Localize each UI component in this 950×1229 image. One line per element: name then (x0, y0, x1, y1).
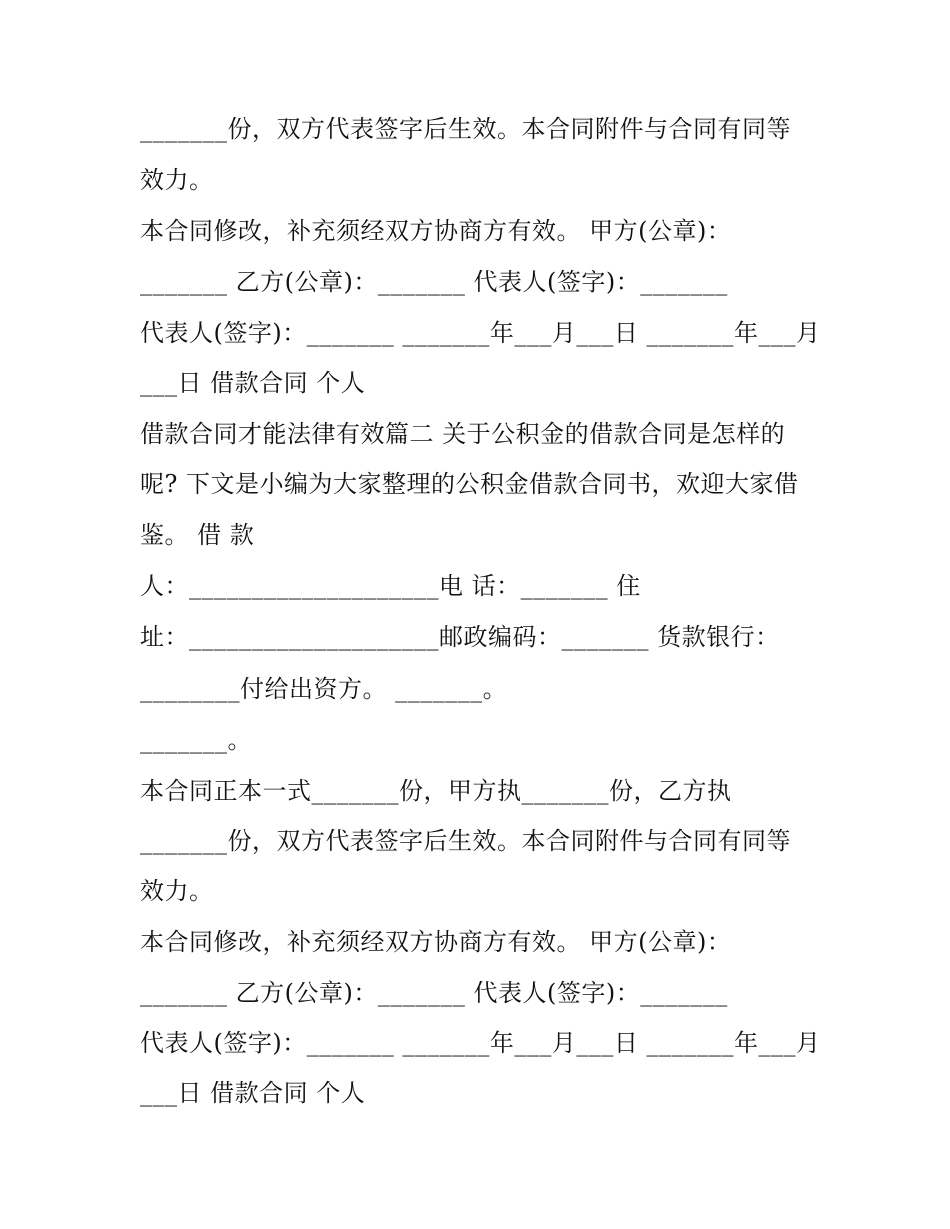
text-line: 鉴。 借 款 (140, 521, 255, 549)
text-line: 址：____________________邮政编码：_______ 货款银行： (140, 623, 780, 651)
text-line: _______。 (140, 726, 252, 754)
text-line: _______份，双方代表签字后生效。本合同附件与合同有同等 (140, 115, 791, 143)
text-line: 效力。 (140, 166, 214, 194)
text-line: 本合同修改，补充须经双方协商方有效。 甲方(公章)： (140, 217, 732, 245)
text-line: 效力。 (140, 877, 214, 905)
text-line: ___日 借款合同 个人 (140, 369, 366, 397)
text-line: ________付给出资方。 _______。 (140, 675, 508, 703)
text-line: _______份，双方代表签字后生效。本合同附件与合同有同等 (140, 827, 791, 855)
text-line: 代表人(签字)：_______ _______年___月___日 _______年___月 (140, 319, 821, 347)
text-line: 本合同正本一式_______份，甲方执_______份，乙方执 (140, 777, 732, 805)
text-line: 借款合同才能法律有效篇二 关于公积金的借款合同是怎样的 (140, 420, 786, 448)
text-line: 呢? 下文是小编为大家整理的公积金借款合同书，欢迎大家借 (140, 470, 799, 498)
text-line: _______ 乙方(公章)：_______ 代表人(签字)：_______ (140, 268, 728, 296)
text-line: ___日 借款合同 个人 (140, 1079, 366, 1107)
text-line: _______ 乙方(公章)：_______ 代表人(签字)：_______ (140, 979, 728, 1007)
text-line: 本合同修改，补充须经双方协商方有效。 甲方(公章)： (140, 928, 732, 956)
text-line: 人：____________________电 话：_______ 住 (140, 572, 641, 600)
text-line: 代表人(签字)：_______ _______年___月___日 _______年___月 (140, 1029, 821, 1057)
